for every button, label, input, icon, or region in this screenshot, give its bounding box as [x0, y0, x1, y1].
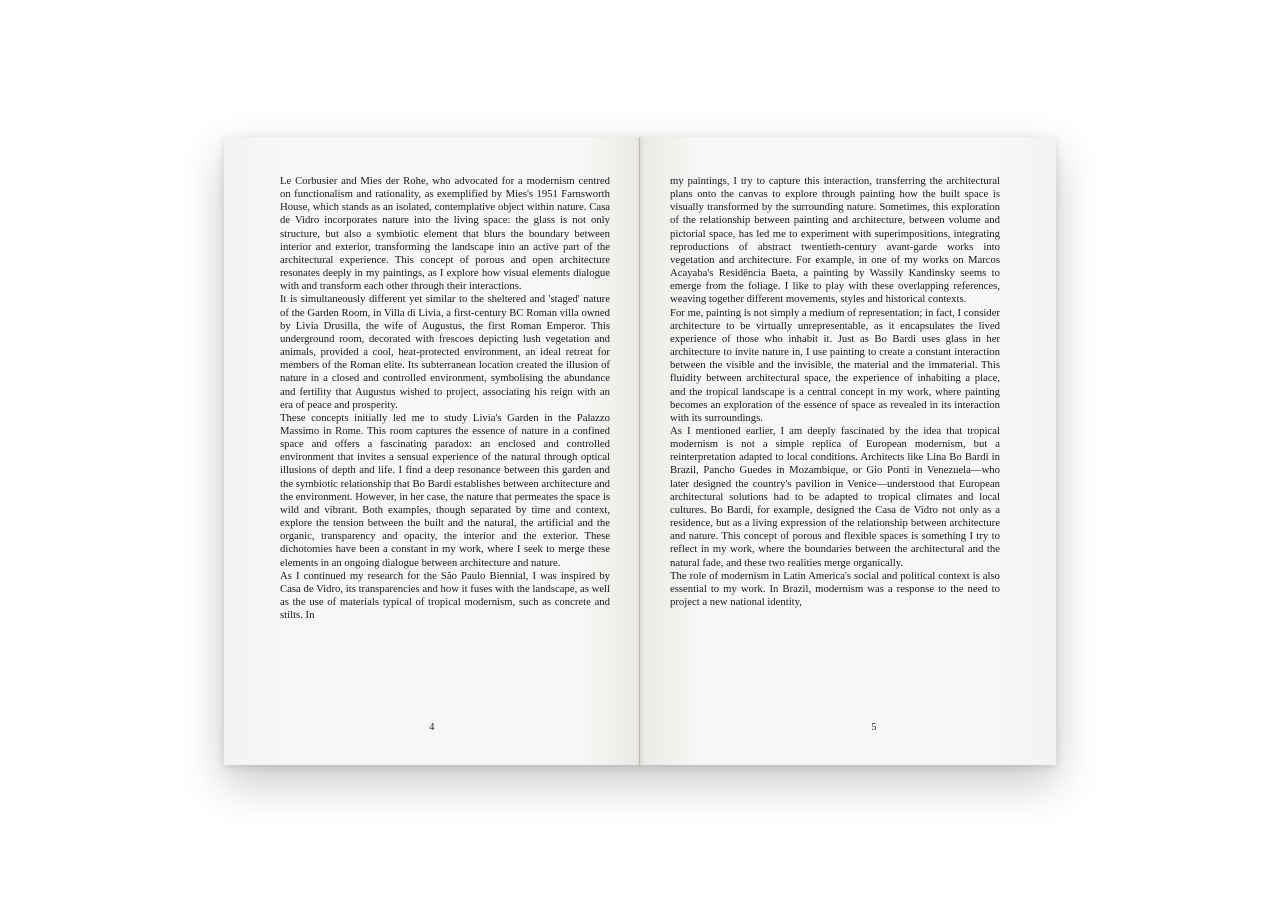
page-left [224, 137, 640, 765]
page-number-left: 4 [429, 722, 435, 733]
paragraph: As I continued my research for the São Paulo Biennial, I was inspired by Casa de Vidro, its transparencies and how it fuses with the landscape, as well as the use of materials typical of tropical modernism, such as concrete and stilts. In [280, 569, 610, 622]
paragraph: The role of modernism in Latin America's social and political context is also essential to my work. In Brazil, modernism was a response to the need to project a new national identity, [670, 569, 1000, 608]
paragraph: For me, painting is not simply a medium of representation; in fact, I consider architecture to be virtually unrepresentable, as it encapsulates the lived experience of those who inhabit it. Just as Bo Bardi uses glass in her architecture to invite nature in, I use painting to create a constant interaction between the visible and the invisible, the material and the immaterial. This fluidity between architectural space, the experience of inhabiting a place, and the tropical landscape is a central concept in my work, where painting becomes an exploration of the essence of space as revealed in its interaction with its surroundings. [670, 306, 1000, 424]
paragraph: These concepts initially led me to study Livia's Garden in the Palazzo Massimo in Rome. This room captures the essence of nature in a confined space and offers a fascinating paradox: an enclosed and controlled environment that invites a sensual experience of the natural through optical illusions of depth and life. I find a deep resonance between this garden and the symbiotic relationship that Bo Bardi establishes between architecture and the environment. However, in her case, the nature that permeates the space is wild and vibrant. Both examples, though separated by time and context, explore the tension between the built and the natural, the artificial and the organic, transparency and opacity, the interior and the exterior. These dichotomies have been a constant in my work, where I seek to merge these elements in an ongoing dialogue between architecture and nature. [280, 411, 610, 569]
page-right-text-column [670, 175, 1000, 609]
book-spread [224, 137, 1056, 765]
page-left-text-column [280, 175, 610, 622]
page-number-right: 5 [871, 722, 877, 733]
page-right [640, 137, 1056, 765]
paragraph: It is simultaneously different yet similar to the sheltered and 'staged' nature of the Garden Room, in Villa di Livia, a first-century BC Roman villa owned by Livia Drusilla, the wife of Augustus, the first Roman Emperor. This underground room, decorated with frescoes depicting lush vegetation and animals, provided a cool, heat-protected environment, an ideal retreat for members of the Roman elite. Its subterranean location created the illusion of nature in a closed and controlled environment, symbolising the abundance and fertility that Augustus wished to project, associating his reign with an era of peace and prosperity. [280, 293, 610, 411]
paragraph: my paintings, I try to capture this interaction, transferring the architectural plans onto the canvas to explore through painting how the built space is visually transformed by the surrounding nature. Sometimes, this exploration of the relationship between painting and architecture, between volume and pictorial space, has led me to experiment with superimpositions, integrating reproductions of abstract twentieth-century avant-garde works into vegetation and architecture. For example, in one of my works on Marcos Acayaba's Residência Baeta, a painting by Wassily Kandinsky seems to emerge from the foliage. I like to play with these overlapping references, weaving together different movements, styles and historical contexts. [670, 175, 1000, 306]
paragraph: Le Corbusier and Mies der Rohe, who advocated for a modernism centred on functionalism and rationality, as exemplified by Mies's 1951 Farnsworth House, which stands as an isolated, contemplative object within nature. Casa de Vidro incorporates nature into the living space: the glass is not only structure, but also a symbiotic element that blurs the boundary between interior and exterior, transforming the landscape into an active part of the architectural experience. This concept of porous and open architecture resonates deeply in my paintings, as I explore how visual elements dialogue with and transform each other through their interactions. [280, 175, 610, 293]
paragraph: As I mentioned earlier, I am deeply fascinated by the idea that tropical modernism is not a simple replica of European modernism, but a reinterpretation adapted to local conditions. Architects like Lina Bo Bardi in Brazil, Pancho Guedes in Mozambique, or Gio Ponti in Venezuela—who later designed the country's pavilion in Venice—understood that European architectural solutions had to be adapted to tropical climates and local cultures. Bo Bardi, for example, designed the Casa de Vidro not only as a residence, but as a living expression of the relationship between architecture and nature. This concept of porous and flexible spaces is something I try to reflect in my work, where the boundaries between the architectural and the natural fade, and these two realities merge organically. [670, 424, 1000, 569]
